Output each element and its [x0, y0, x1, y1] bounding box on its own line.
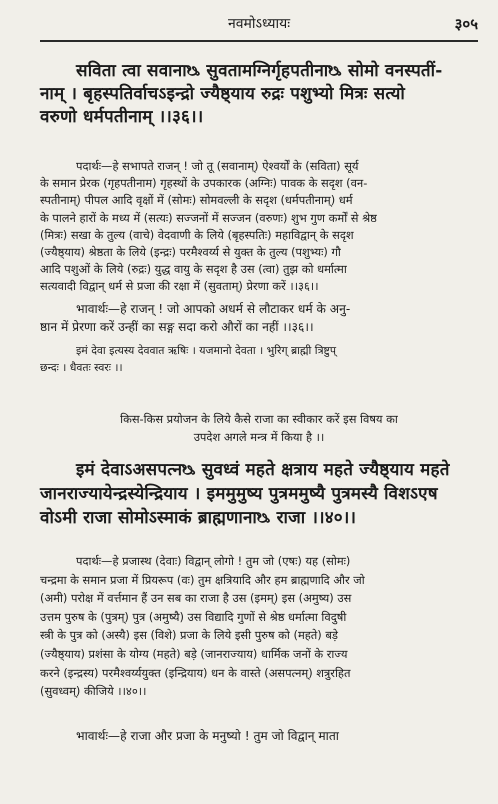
commentary-line: के पालने हारों के मध्य में (सत्यः) सज्जनों में सज्जन (वरुणः) शुभ गुण कर्मों से श्रेष्ठ — [40, 210, 377, 225]
intro-line: उपदेश अगले मन्त्र में किया है ।। — [193, 430, 325, 444]
commentary-line: चन्द्रमा के समान प्रजा में प्रियरूप (वः) तुम क्षत्रियादि और हम ब्राह्मणादि और जो — [40, 572, 365, 587]
bhavartha-line: भावार्थः—हे राजन् ! जो आपको अधर्म से लौटाकर धर्म के अनु- — [76, 302, 351, 316]
mantra-39 — [40, 60, 478, 129]
commentary-line: (ज्यैष्ठ्याय) प्रशंसा के योग्य (महते) बड़े (जानराज्याय) धार्मिक जनों के राज्य — [40, 646, 348, 661]
commentary-line: (मित्रः) सखा के तुल्य (वाचे) वेदवाणी के लिये (बृहस्पतिः) महाविद्वान् के सदृश — [40, 227, 354, 242]
mantra-intro — [40, 410, 478, 446]
commentary-line: उत्तम पुरुष के (पुत्रम्) पुत्र (अमुष्यै) उस विद्यादि गुणों से श्रेष्ठ धर्मात्मा विदुषी — [40, 609, 347, 624]
commentary-line: पदार्थः—हे प्रजास्थ (देवाः) विद्वान् लोगो ! तुम जो (एषः) यह (सोमः) — [76, 554, 351, 568]
page-number: ३०५ — [454, 15, 478, 33]
padartha-40 — [40, 552, 478, 701]
mantra-line: वोऽमी राजा सोमोऽस्माकं ब्राह्मणानाᳬ राजा ।।४०।। — [40, 508, 357, 528]
commentary-line: स्त्री के पुत्र को (अस्यै) इस (विशे) प्रजा के लिये इसी पुरुष को (महते) बड़े — [40, 628, 338, 643]
mantra-line: सविता त्वा सवानाᳬ सुवतामग्निर्गृहपतीनाᳬ सोमो वनस्पतीं- — [76, 61, 443, 81]
commentary-line: (अमी) परोक्ष में वर्त्तमान हैं उन सब का राजा है उस (इमम्) इस (अमुष्य) उस — [40, 591, 352, 606]
mantra-line: जानराज्यायेन्द्रस्येन्द्रियाय । इममुमुष्य पुत्रममुष्यै पुत्रमस्यै विशऽएष — [40, 484, 438, 504]
commentary-line: के समान प्रेरक (गृहपतीनाम) गृहस्थों के उपकारक (अग्निः) पावक के सदृश (वन- — [40, 176, 368, 191]
commentary-line: (सुवध्वम्) कीजिये ।।४०।। — [40, 684, 147, 699]
mantra-line: इमं देवाऽअसपत्नᳬ सुवध्वं महते क्षत्राय महते ज्यैष्ठ्याय महते — [76, 460, 450, 480]
mantra-40 — [40, 458, 478, 530]
mantra-line: वरुणो धर्मपतीनाम् ।।३६।। — [40, 107, 204, 127]
commentary-line: पदार्थः—हे सभापते राजन् ! जो तू (सवानाम्) ऐश्वर्यों के (सविता) सूर्य — [76, 159, 359, 173]
mantra-line: नाम् । बृहस्पतिर्वाचऽइन्द्रो ज्यैष्ठ्याय रुद्रः पशुभ्यो मित्रः सत्यो — [40, 84, 405, 104]
bhavartha-39 — [40, 300, 478, 336]
header-rule — [40, 40, 478, 42]
rishi-devata-chhanda — [40, 342, 478, 376]
bhavartha-line: भावार्थः—हे राजा और प्रजा के मनुष्यो ! तुम जो विद्वान् माता — [76, 729, 339, 743]
commentary-line: (ज्यैष्ठ्याय) श्रेष्ठता के लिये (इन्द्रः) परमैश्वर्य्य से युक्त के तुल्य (पशुभ्यः) गौ — [40, 245, 341, 260]
commentary-line: आदि पशुओं के लिये (रुद्रः) युद्ध वायु के सदृश है उस (त्वा) तुझ को धर्मात्मा — [40, 262, 347, 277]
bhavartha-40 — [40, 728, 478, 745]
padartha-39 — [40, 158, 478, 296]
commentary-line: स्पतीनाम्) पीपल आदि वृक्षों में (सोमः) सोमवल्ली के सदृश (धर्मपतीनाम्) धर्म — [40, 193, 353, 208]
intro-line: किस-किस प्रयोजन के लिये कैसे राजा का स्वीकार करें इस विषय का — [120, 412, 398, 426]
commentary-line: सत्यवादी विद्वान् धर्म से प्रजा की रक्षा में (सुवताम्) प्रेरणा करें ।।३६।। — [40, 279, 319, 294]
meta-line: इमं देवा इत्यस्य देववात ऋषिः । यजमानो देवता । भुरिग् ब्राह्मी त्रिष्टुप् — [76, 344, 336, 357]
meta-line: छन्दः । धैवतः स्वरः ।। — [40, 361, 123, 374]
page-header — [40, 14, 478, 38]
bhavartha-line: ष्ठान में प्रेरणा करें उन्हीं का सङ्ग सदा करो औरों का नहीं ।।३६।। — [40, 320, 314, 334]
chapter-title: नवमोऽध्यायः — [227, 16, 291, 32]
commentary-line: करने (इन्द्रस्य) परमैश्वर्य्ययुक्त (इन्द्रियाय) धन के वास्ते (असपत्नम्) शत्रुरहित — [40, 665, 351, 680]
